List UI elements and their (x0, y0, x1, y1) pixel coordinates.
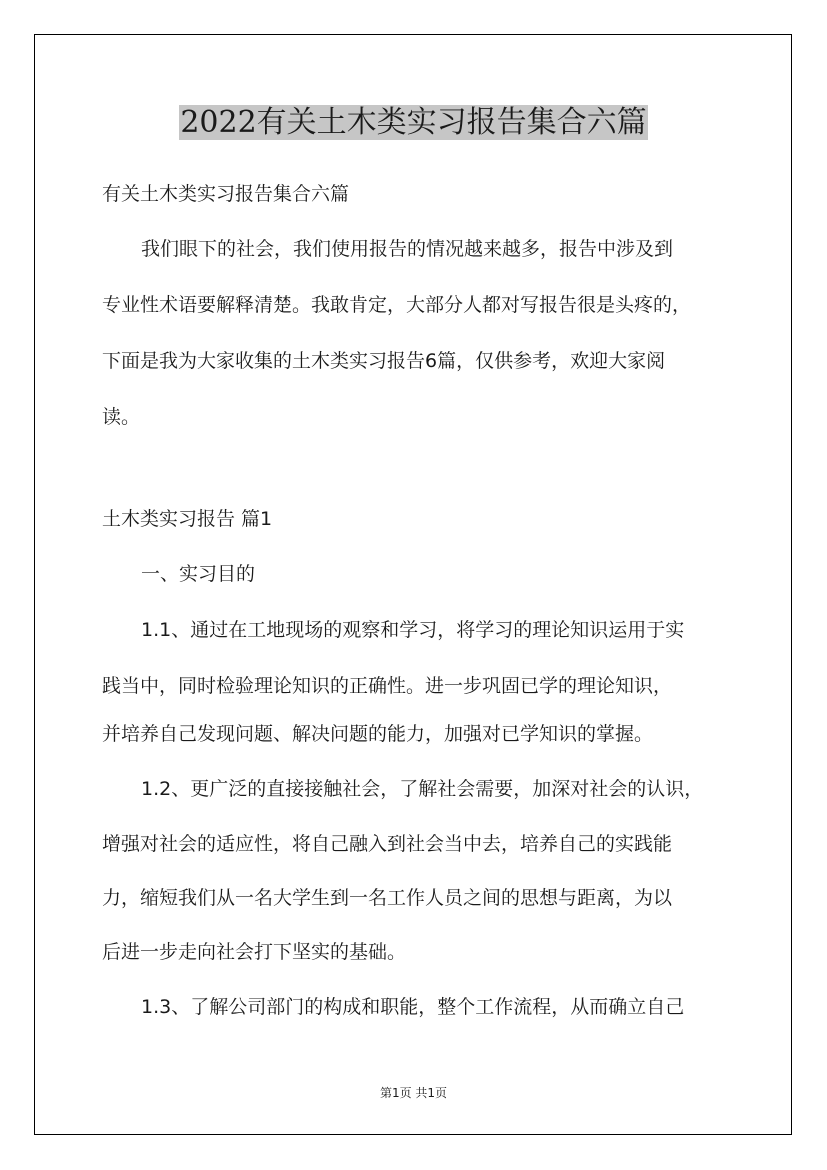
body-line: 1.2、更广泛的直接接触社会，了解社会需要，加深对社会的认识， (141, 778, 704, 800)
body-line: 并培养自己发现问题、解决问题的能力，加强对已学知识的掌握。 (102, 723, 654, 745)
intro-line: 下面是我为大家收集的土木类实习报告6篇，仅供参考，欢迎大家阅 (102, 350, 666, 372)
body-line: 1.3、了解公司部门的构成和职能，整个工作流程，从而确立自己 (141, 996, 685, 1018)
document-title-text: 2022有关土木类实习报告集合六篇 (180, 105, 647, 140)
body-line: 增强对社会的适应性，将自己融入到社会当中去，培养自己的实践能 (102, 833, 673, 855)
body-line: 力，缩短我们从一名大学生到一名工作人员之间的思想与距离，为以 (102, 887, 673, 909)
subsection-heading: 一、实习目的 (141, 563, 256, 585)
intro-line: 专业性术语要解释清楚。我敢肯定，大部分人都对写报告很是头疼的， (102, 294, 692, 316)
page-footer: 第1页 共1页 (379, 1086, 448, 1100)
section-heading: 土木类实习报告 篇1 (102, 508, 273, 530)
body-line: 1.1、通过在工地现场的观察和学习，将学习的理论知识运用于实 (141, 619, 685, 641)
intro-line: 读。 (102, 406, 141, 428)
document-title (0, 98, 827, 148)
intro-line: 我们眼下的社会，我们使用报告的情况越来越多，报告中涉及到 (141, 238, 674, 260)
body-line: 践当中，同时检验理论知识的正确性。进一步巩固已学的理论知识， (102, 675, 673, 697)
body-line: 后进一步走向社会打下坚实的基础。 (102, 941, 407, 963)
document-subtitle: 有关土木类实习报告集合六篇 (102, 183, 350, 205)
